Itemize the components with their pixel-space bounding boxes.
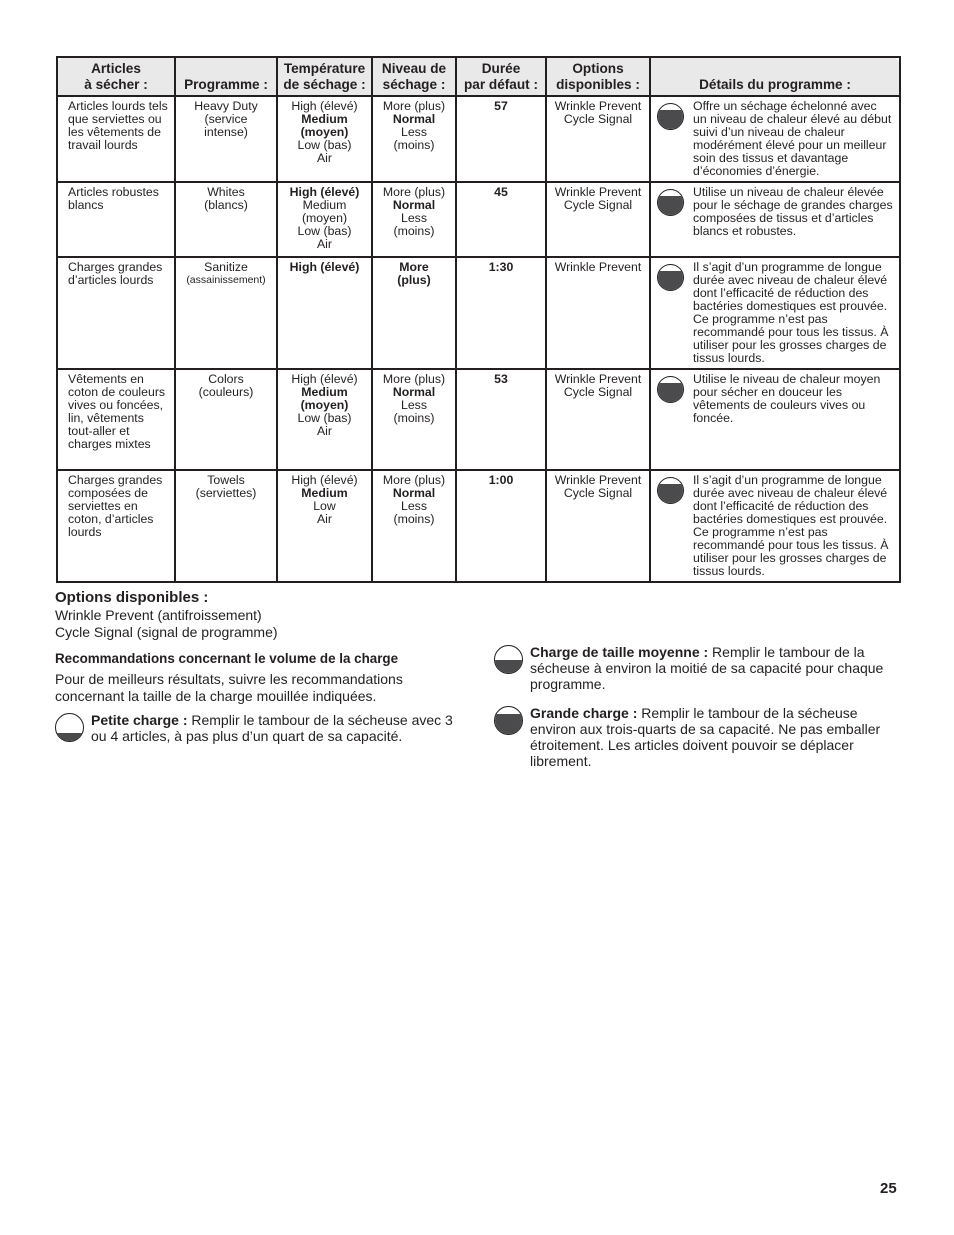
cell-temperature: High (élevé) Medium Low Air bbox=[277, 470, 372, 582]
load-recommendations-heading: Recommandations concernant le volume de la charge bbox=[55, 651, 399, 666]
small-load-item bbox=[55, 712, 465, 744]
large-load-icon bbox=[657, 376, 684, 403]
header-options: Options disponibles : bbox=[546, 57, 650, 96]
cell-duree: 53 bbox=[456, 369, 546, 470]
cell-duree: 45 bbox=[456, 182, 546, 257]
cell-duree: 57 bbox=[456, 96, 546, 182]
cell-options: Wrinkle Prevent Cycle Signal bbox=[546, 182, 650, 257]
header-temperature: Température de séchage : bbox=[277, 57, 372, 96]
table-row bbox=[57, 96, 900, 182]
table-row bbox=[57, 470, 900, 582]
medium-load-icon bbox=[494, 645, 523, 674]
header-articles: Articles à sécher : bbox=[57, 57, 175, 96]
cell-details: Il s’agit d’un programme de longue durée avec niveau de chaleur élevé dont l’efficacité de réduction des bactéries domestiques est prouvée. Ce programme n’est pas recommandé pour tous les tissus. À utiliser pour les grosses charges de tissus lourds. bbox=[650, 257, 900, 369]
load-recommendations-intro: Pour de meilleurs résultats, suivre les recommandations concernant la taille de la charge mouillée indiquées. bbox=[55, 671, 403, 704]
cell-articles: Articles lourds tels que serviettes ou les vêtements de travail lourds bbox=[57, 96, 175, 182]
medium-load-label: Charge de taille moyenne : bbox=[530, 644, 709, 660]
large-load-text: Remplir le tambour de la sécheuse environ aux trois-quarts de sa capacité. Ne pas emballer étroitement. Les articles doivent pouvoir se déplacer librement. bbox=[530, 705, 881, 769]
cell-details: Utilise le niveau de chaleur moyen pour sécher en douceur les vêtements de couleurs vives ou foncée. bbox=[650, 369, 900, 470]
large-load-icon bbox=[657, 477, 684, 504]
table-header-row bbox=[57, 57, 900, 96]
option-item: Wrinkle Prevent (antifroissement) bbox=[55, 607, 262, 623]
page-number: 25 bbox=[880, 1180, 897, 1197]
table-row bbox=[57, 182, 900, 257]
cell-details: Il s’agit d’un programme de longue durée avec niveau de chaleur élevé dont l’efficacité de réduction des bactéries domestiques est prouvée. Ce programme n’est pas recommandé pour tous les tissus. À utiliser pour les grosses charges de tissus lourds. bbox=[650, 470, 900, 582]
medium-load-item bbox=[494, 644, 898, 692]
cell-programme: Colors (couleurs) bbox=[175, 369, 277, 470]
option-item: Cycle Signal (signal de programme) bbox=[55, 624, 278, 640]
cell-articles: Articles robustes blancs bbox=[57, 182, 175, 257]
small-load-label: Petite charge : bbox=[91, 712, 188, 728]
large-load-icon bbox=[494, 706, 523, 735]
cell-duree: 1:00 bbox=[456, 470, 546, 582]
large-load-icon bbox=[657, 264, 684, 291]
small-load-icon bbox=[55, 713, 84, 742]
cell-niveau: More (plus) Normal Less (moins) bbox=[372, 470, 456, 582]
cell-niveau: More (plus) Normal Less (moins) bbox=[372, 369, 456, 470]
cell-niveau: More (plus) Normal Less (moins) bbox=[372, 96, 456, 182]
header-programme: Programme : bbox=[175, 57, 277, 96]
table-row bbox=[57, 257, 900, 369]
cell-programme: Heavy Duty (service intense) bbox=[175, 96, 277, 182]
cell-programme: Towels (serviettes) bbox=[175, 470, 277, 582]
cell-options: Wrinkle Prevent Cycle Signal bbox=[546, 470, 650, 582]
cell-articles: Charges grandes composées de serviettes en coton, d’articles lourds bbox=[57, 470, 175, 582]
large-load-item bbox=[494, 705, 898, 769]
header-niveau: Niveau de séchage : bbox=[372, 57, 456, 96]
large-load-icon bbox=[657, 103, 684, 130]
options-section bbox=[55, 589, 475, 705]
cell-details: Utilise un niveau de chaleur élevée pour le séchage de grandes charges composées de tissus et d’articles blancs et robustes. bbox=[650, 182, 900, 257]
large-load-label: Grande charge : bbox=[530, 705, 638, 721]
options-heading: Options disponibles : bbox=[55, 589, 209, 606]
table-row bbox=[57, 369, 900, 470]
cell-articles: Charges grandes d’articles lourds bbox=[57, 257, 175, 369]
cell-niveau: More (plus) Normal Less (moins) bbox=[372, 182, 456, 257]
cycle-table bbox=[56, 56, 901, 583]
cell-programme: Whites (blancs) bbox=[175, 182, 277, 257]
cell-options: Wrinkle Prevent bbox=[546, 257, 650, 369]
cell-niveau: More (plus) bbox=[372, 257, 456, 369]
cell-details: Offre un séchage échelonné avec un niveau de chaleur élevé au début suivi d’un niveau de chaleur modérément élevé pour un meilleur soin des tissus et davantage d’économies d’énergie. bbox=[650, 96, 900, 182]
cell-temperature: High (élevé) Medium (moyen) Low (bas) Air bbox=[277, 369, 372, 470]
cell-temperature: High (élevé) Medium (moyen) Low (bas) Air bbox=[277, 96, 372, 182]
header-details: Détails du programme : bbox=[650, 57, 900, 96]
cell-temperature: High (élevé) Medium (moyen) Low (bas) Air bbox=[277, 182, 372, 257]
cell-duree: 1:30 bbox=[456, 257, 546, 369]
cell-articles: Vêtements en coton de couleurs vives ou foncées, lin, vêtements tout-aller et charges mixtes bbox=[57, 369, 175, 470]
header-duree: Durée par défaut : bbox=[456, 57, 546, 96]
cell-programme: Sanitize (assainissement) bbox=[175, 257, 277, 369]
large-load-icon bbox=[657, 189, 684, 216]
small-load-text: Remplir le tambour de la sécheuse avec 3 ou 4 articles, à pas plus d’un quart de sa capacité. bbox=[91, 712, 453, 744]
medium-load-text: Remplir le tambour de la sécheuse à environ la moitié de sa capacité pour chaque programme. bbox=[530, 644, 884, 692]
cell-temperature: High (élevé) bbox=[277, 257, 372, 369]
cell-options: Wrinkle Prevent Cycle Signal bbox=[546, 369, 650, 470]
cell-options: Wrinkle Prevent Cycle Signal bbox=[546, 96, 650, 182]
